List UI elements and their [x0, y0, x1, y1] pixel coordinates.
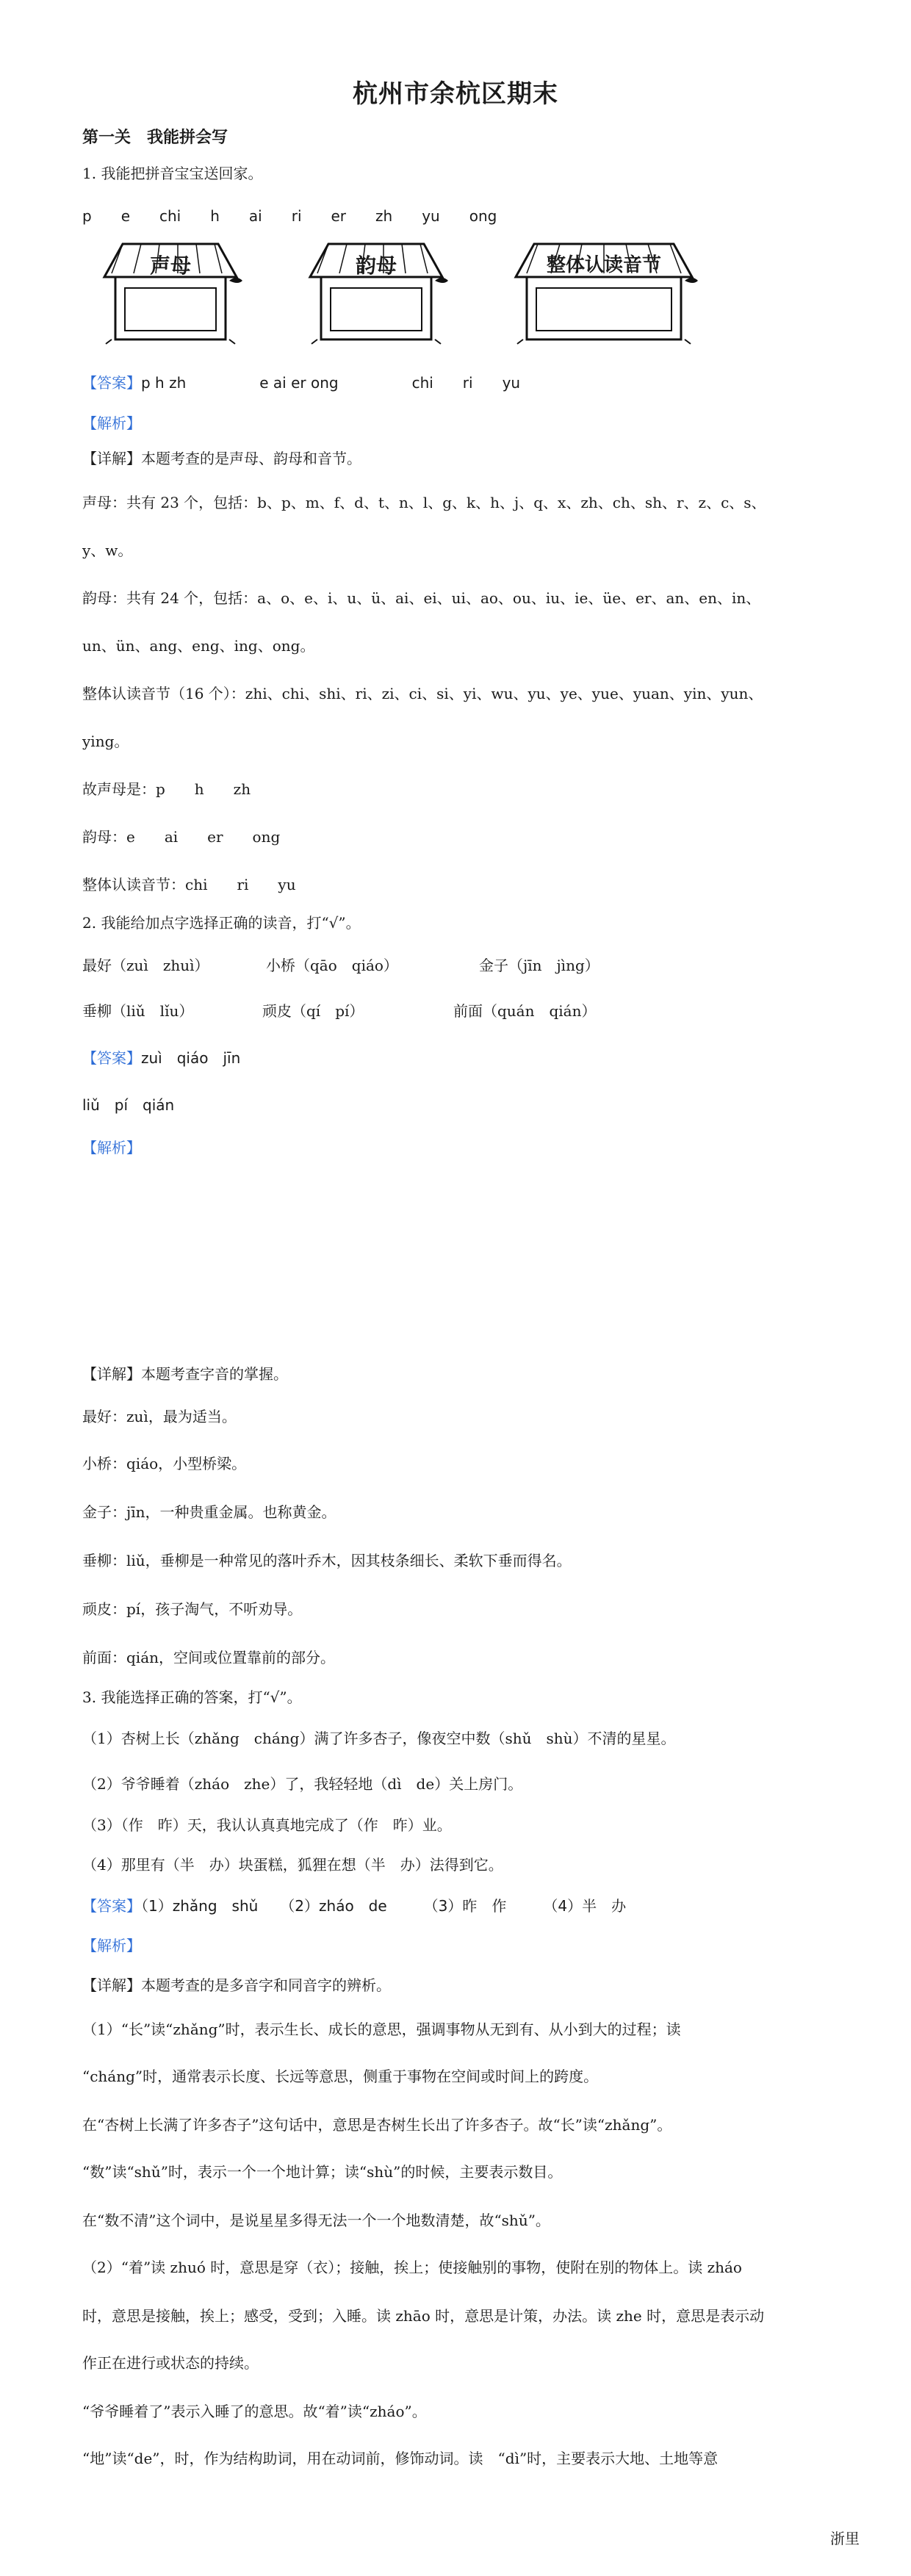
q3-analysis-label: 【解析】: [82, 1937, 141, 1954]
zhengti-line: 整体认读音节（16 个）：zhi、chi、shi、ri、zi、ci、si、yi、wu、yu、ye、yue、yuan、yin、yun、: [82, 685, 763, 702]
q2-option: 最好（zuì zhuì）: [82, 957, 209, 974]
answer-label: 【答案】: [82, 374, 141, 392]
q3-sentence: （4）那里有（半 办）块蛋糕，狐狸在想（半 办）法得到它。: [82, 1856, 503, 1874]
page-footer: 浙里: [830, 2530, 860, 2547]
q1-letters: p e chi h ai ri er zh yu ong: [82, 207, 497, 225]
q3-para: （1）“长”读“zhǎng”时，表示生长、成长的意思，强调事物从无到有、从小到大的过程；读: [82, 2021, 681, 2038]
q3-para: 在“数不清”这个词中，是说星星多得无法一个一个地数清楚，故“shǔ”。: [82, 2212, 550, 2229]
q2-analysis-label: 【解析】: [82, 1139, 141, 1156]
q2-answer-line2: liǔ pí qián: [82, 1096, 175, 1114]
house-label: 韵母: [355, 253, 397, 278]
yunmu-line: un、ün、ang、eng、ing、ong。: [82, 637, 315, 655]
q3-para: “地”读“de”，时，作为结构助词，用在动词前，修饰动词。读 “dì”时，主要表示大地、土地等意: [82, 2450, 719, 2467]
shengmu-line: 声母：共有 23 个，包括：b、p、m、f、d、t、n、l、g、k、h、j、q、x、zh、ch、sh、r、z、c、s、: [82, 494, 766, 511]
q2-prompt: 2. 我能给加点字选择正确的读音，打“√”。: [82, 914, 361, 932]
q3-sentence: （2）爷爷睡着（zháo zhe）了，我轻轻地（dì de）关上房门。: [82, 1775, 523, 1793]
conclusion-line: 故声母是：p h zh: [82, 780, 251, 798]
q2-option: 小桥（qāo qiáo）: [266, 957, 398, 974]
section-heading: 第一关 我能拼会写: [82, 128, 228, 147]
q2-row: [82, 954, 599, 975]
q3-sentence: （3）（作 昨）天，我认认真真地完成了（作 昨）业。: [82, 1816, 452, 1834]
q3-para: 作正在进行或状态的持续。: [82, 2354, 259, 2372]
explanation-line: 垂柳：liǔ，垂柳是一种常见的落叶乔木，因其枝条细长、柔软下垂而得名。: [82, 1552, 572, 1569]
q1-detail: 【详解】本题考查的是声母、韵母和音节。: [82, 450, 361, 467]
q3-para: （2）“着”读 zhuó 时，意思是穿（衣）；接触，挨上；使接触别的事物，使附在别的物体上。读 zháo: [82, 2259, 742, 2276]
explanation-line: 前面：qián，空间或位置靠前的部分。: [82, 1649, 336, 1666]
answer-text: （1）zhǎng shǔ （2）zháo de （3）昨 作 （4）半 办: [141, 1897, 627, 1915]
q2-detail: 【详解】本题考查字音的掌握。: [82, 1365, 288, 1383]
q2-option: 垂柳（liǔ lǐu）: [82, 1002, 194, 1020]
q1-analysis-label: 【解析】: [82, 414, 141, 432]
q2-option: 前面（quán qián）: [453, 1002, 597, 1020]
house-shengmu: [90, 237, 251, 347]
q1-prompt: 1. 我能把拼音宝宝送回家。: [82, 165, 263, 182]
q2-answer: [82, 1046, 240, 1068]
conclusion-line: 韵母：e ai er ong: [82, 828, 281, 846]
yunmu-line: 韵母：共有 24 个，包括：a、o、e、i、u、ü、ai、ei、ui、ao、ou、iu、ie、üe、er、an、en、in、: [82, 589, 761, 607]
q2-row: [82, 999, 597, 1021]
q3-para: “cháng”时，通常表示长度、长远等意思，侧重于事物在空间或时间上的跨度。: [82, 2068, 599, 2085]
answer-text: zuì qiáo jīn: [141, 1049, 241, 1067]
q3-prompt: 3. 我能选择正确的答案，打“√”。: [82, 1688, 302, 1706]
explanation-line: 最好：zuì，最为适当。: [82, 1408, 237, 1425]
q3-para: “爷爷睡着了”表示入睡了的意思。故“着”读“zháo”。: [82, 2403, 427, 2420]
conclusion-line: 整体认读音节：chi ri yu: [82, 876, 296, 893]
q1-answer: [82, 371, 520, 392]
house-label: 声母: [149, 253, 191, 278]
q3-para: 在“杏树上长满了许多杏子”这句话中，意思是杏树生长出了许多杏子。故“长”读“zhǎng”。: [82, 2116, 672, 2134]
explanation-line: 顽皮：pí，孩子淘气，不听劝导。: [82, 1600, 303, 1618]
q3-sentence: （1）杏树上长（zhǎng cháng）满了许多杏子，像夜空中数（shǔ shù）不清的星星。: [82, 1730, 676, 1747]
answer-label: 【答案】: [82, 1049, 141, 1067]
q3-answer: [82, 1894, 626, 1915]
answer-label: 【答案】: [82, 1897, 141, 1915]
q2-option: 顽皮（qí pí）: [262, 1002, 364, 1020]
q3-para: “数”读“shǔ”时，表示一个一个地计算；读“shù”的时候，主要表示数目。: [82, 2163, 563, 2181]
q3-detail: 【详解】本题考查的是多音字和同音字的辨析。: [82, 1976, 391, 1994]
explanation-line: 金子：jīn，一种贵重金属。也称黄金。: [82, 1503, 336, 1521]
house-zhengti: [501, 237, 707, 347]
page-title: 杭州市余杭区期末: [353, 79, 558, 109]
q3-para: 时，意思是接触，挨上；感受，受到；入睡。读 zhāo 时，意思是计策，办法。读 zhe 时，意思是表示动: [82, 2307, 765, 2325]
pinyin-houses: [82, 237, 714, 354]
shengmu-line: y、w。: [82, 542, 133, 559]
zhengti-line: ying。: [82, 733, 129, 750]
explanation-line: 小桥：qiáo，小型桥梁。: [82, 1455, 247, 1472]
q2-option: 金子（jīn jìng）: [479, 957, 599, 974]
house-label: 整体认读音节: [546, 254, 661, 276]
house-yunmu: [295, 237, 457, 347]
answer-text: p h zh e ai er ong chi ri yu: [141, 374, 521, 392]
